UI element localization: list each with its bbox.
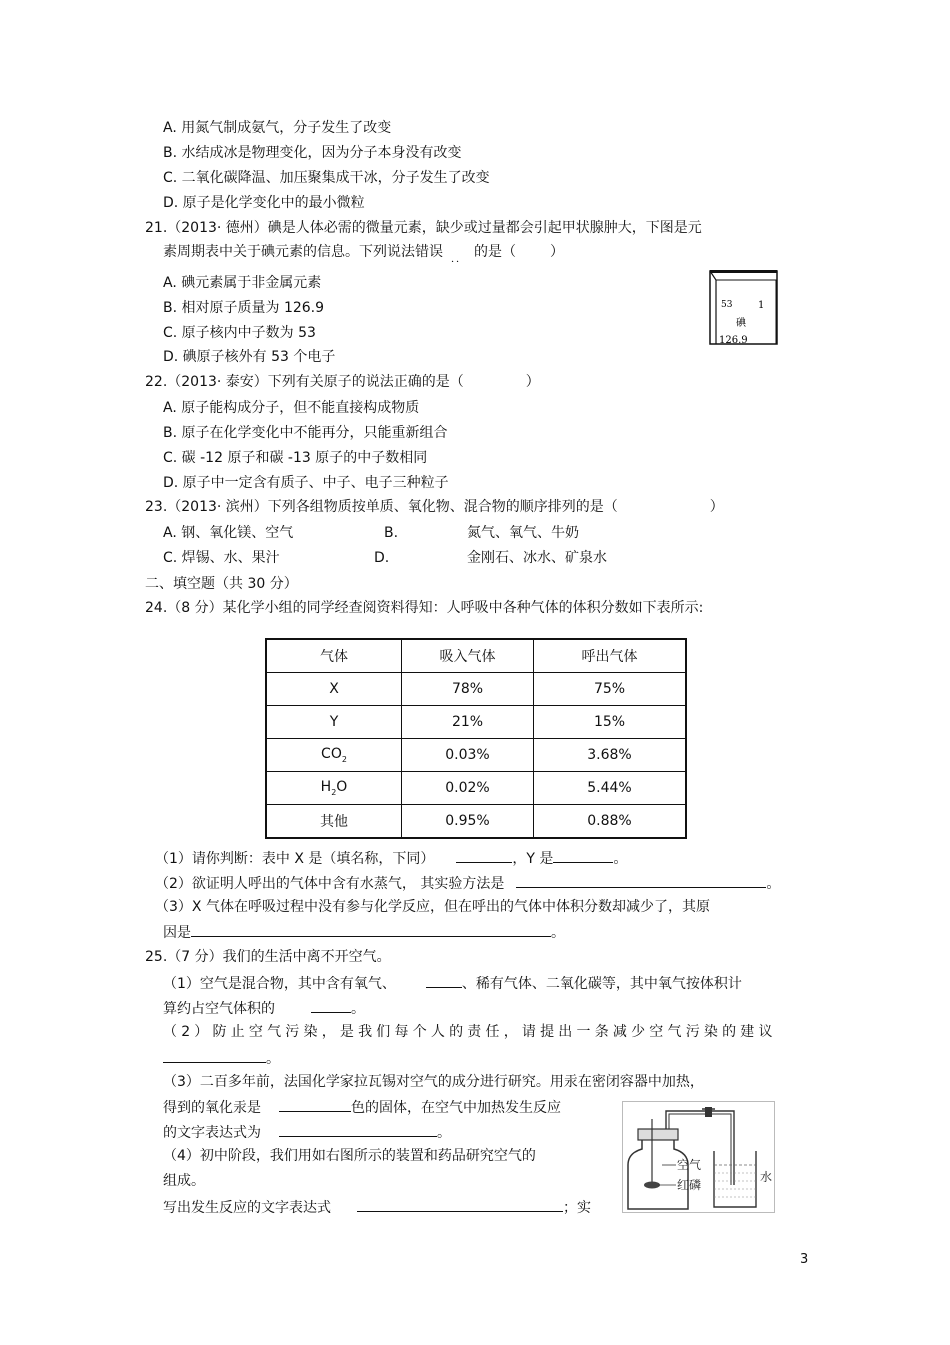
q24-part3-end: 。 [551,925,565,941]
q25-part1-text: （1）空气是混合物，其中含有氧气、 [163,976,396,992]
q23-stem-text: 23.（2013· 滨州）下列各组物质按单质、氧化物、混合物的顺序排列的是（ [145,499,618,515]
q22-option-d: D. 原子中一定含有质子、中子、电子三种粒子 [163,475,449,491]
q21-option-d: D. 碘原子核外有 53 个电子 [163,349,336,365]
q25-part4-line2: 组成。 [163,1173,205,1189]
q20-option-a: A. 用氮气制成氨气，分子发生了改变 [163,120,392,136]
q23-option-c: C. 焊锡、水、果汁 [163,550,280,566]
q22-stem-paren-close: ） [525,374,540,390]
q22-stem [145,373,540,391]
q25-part1-line1 [163,973,742,993]
table-cell-inhaled: 0.02% [402,772,534,805]
q25-part4-end: ；实 [563,1200,591,1216]
q25-gas-blank[interactable] [426,973,462,988]
iodine-atomic-mass: 126.9 [719,335,748,346]
q25-part1-end: 。 [351,1001,365,1017]
q25-suggestion-blank[interactable] [163,1048,266,1063]
q23-option-a: A. 钢、氧化镁、空气 [163,525,294,541]
q25-part4-line1: （4）初中阶段，我们用如右图所示的装置和药品研究空气的 [163,1148,536,1164]
q21-emphasis-dots: ．． [451,254,466,265]
q23-option-b-label: B. [384,525,399,541]
table-cell-exhaled: 0.88% [534,805,687,839]
page-number: 3 [800,1252,809,1267]
table-cell-gas: X [266,673,402,706]
table-row [266,805,686,839]
table-row [266,739,686,772]
q25-equation-blank-1[interactable] [279,1122,437,1137]
q23-stem-paren-close: ） [709,499,724,515]
q25-volume-blank[interactable] [311,998,351,1013]
co2-formula: CO [321,746,342,763]
q24-part1-end: 。 [613,851,628,867]
q25-stem: 25.（7 分）我们的生活中离不开空气。 [145,949,391,965]
q24-answer-x-blank[interactable] [456,848,512,863]
q24-reason-blank[interactable] [191,922,551,937]
q25-part2-end: 。 [266,1051,280,1067]
q22-option-a: A. 原子能构成分子，但不能直接构成物质 [163,400,420,416]
table-cell-exhaled: 15% [534,706,687,739]
table-row [266,706,686,739]
q23-option-d-text: 金刚石、冰水、矿泉水 [467,550,607,566]
co2-subscript: 2 [341,754,347,764]
table-header-row [266,639,686,673]
table-cell-inhaled: 21% [402,706,534,739]
h2o-subscript: 2 [331,787,337,797]
q24-part1 [155,848,627,868]
q25-part2-line1: （2）防止空气污染，是我们每个人的责任，请提出一条减少空气污染的建议 [163,1024,777,1040]
q20-option-b: B. 水结成冰是物理变化，因为分子本身没有改变 [163,145,462,161]
phosphorus-apparatus-diagram [622,1101,775,1213]
table-cell-inhaled: 0.95% [402,805,534,839]
h2o-formula-o: O [336,779,348,796]
q25-color-blank[interactable] [279,1097,351,1112]
q21-stem-text: 素周期表中关于碘元素的信息。下列说法错误 [163,244,443,260]
iodine-atomic-number: 53 [721,300,733,310]
q25-part4-line3 [163,1197,591,1217]
table-row [266,673,686,706]
apparatus-graphic [622,1101,775,1213]
table-cell-gas: Y [266,706,402,739]
q25-part1-text-b: 、稀有气体、二氧化碳等，其中氧气按体积计 [461,976,742,992]
table-row [266,772,686,805]
q22-stem-text: 22.（2013· 泰安）下列有关原子的说法正确的是（ [145,374,464,390]
q22-option-c: C. 碳 -12 原子和碳 -13 原子的中子数相同 [163,450,428,466]
table-cell-gas: 其他 [266,805,402,839]
q25-part3-end: 。 [437,1125,451,1141]
table-header-inhaled: 吸入气体 [402,639,534,673]
q25-part3-text-b: 色的固体，在空气中加热发生反应 [351,1100,561,1116]
q24-part3-line1: （3）X 气体在呼吸过程中没有参与化学反应，但在呼出的气体中体积分数却减少了，其原 [155,899,710,915]
q25-part3-line3 [163,1122,451,1142]
q24-part2 [155,873,780,893]
iodine-name: 碘 [736,318,746,329]
q25-part3-equation-text: 的文字表达式为 [163,1125,261,1141]
q21-stem-line1: 21.（2013· 德州）碘是人体必需的微量元素，缺少或过量都会引起甲状腺肿大，下图是元 [145,220,702,236]
q20-option-c: C. 二氧化碳降温、加压聚集成干冰，分子发生了改变 [163,170,490,186]
q24-part1-y-text: ，Y 是 [512,851,554,867]
q24-part3-line2 [163,922,565,942]
iodine-valence: 1 [758,300,765,311]
q23-option-d-label: D. [374,550,390,566]
q25-part4-equation-text: 写出发生反应的文字表达式 [163,1200,331,1216]
q24-part1-text: （1）请你判断：表中 X 是（填名称，下同） [155,851,435,867]
q22-option-b: B. 原子在化学变化中不能再分，只能重新组合 [163,425,448,441]
q25-part3-line2 [163,1097,561,1117]
q23-option-b-text: 氮气、氧气、牛奶 [467,525,579,541]
q25-part1-volume-text: 算约占空气体积的 [163,1001,275,1017]
table-cell-gas-co2 [266,739,402,772]
table-cell-exhaled: 3.68% [534,739,687,772]
section-fill-in-heading: 二、填空题（共 30 分） [145,576,298,592]
table-cell-exhaled: 75% [534,673,687,706]
q25-part3-line1: （3）二百多年前，法国化学家拉瓦锡对空气的成分进行研究。用汞在密闭容器中加热， [163,1074,704,1090]
q25-part1-line2 [163,998,365,1018]
table-header-gas: 气体 [266,639,402,673]
q21-stem-paren-close: ） [550,244,564,260]
q24-part3-reason-label: 因是 [163,925,191,941]
table-cell-gas-h2o [266,772,402,805]
q25-part3-color-text: 得到的氧化汞是 [163,1100,261,1116]
table-cell-inhaled: 78% [402,673,534,706]
q24-answer-y-blank[interactable] [553,848,613,863]
iodine-cell-graphic [708,270,780,346]
q25-part2-line2 [163,1048,280,1068]
iodine-element-cell [708,270,780,346]
table-cell-inhaled: 0.03% [402,739,534,772]
q20-option-d: D. 原子是化学变化中的最小微粒 [163,195,365,211]
q24-stem: 24.（8 分）某化学小组的同学经查阅资料得知：人呼吸中各种气体的体积分数如下表所示: [145,600,704,616]
h2o-formula-h: H [320,779,332,796]
q25-equation-blank-2[interactable] [357,1197,563,1212]
q24-part2-end: 。 [766,876,781,892]
label-air: 空气 [677,1158,702,1172]
label-water: 水 [760,1170,773,1184]
q21-stem-line2 [163,243,564,263]
breath-gas-table [265,638,687,839]
q21-option-b: B. 相对原子质量为 126.9 [163,300,325,316]
q21-stem-paren-open: 的是（ [474,244,516,260]
label-red-phosphorus: 红磷 [677,1178,702,1192]
q24-part2-text: （2）欲证明人呼出的气体中含有水蒸气， 其实验方法是 [155,876,505,892]
q23-stem [145,498,724,516]
q24-method-blank[interactable] [516,873,766,888]
table-header-exhaled: 呼出气体 [534,639,687,673]
table-cell-exhaled: 5.44% [534,772,687,805]
q21-option-c: C. 原子核内中子数为 53 [163,325,316,341]
q21-option-a: A. 碘元素属于非金属元素 [163,275,322,291]
